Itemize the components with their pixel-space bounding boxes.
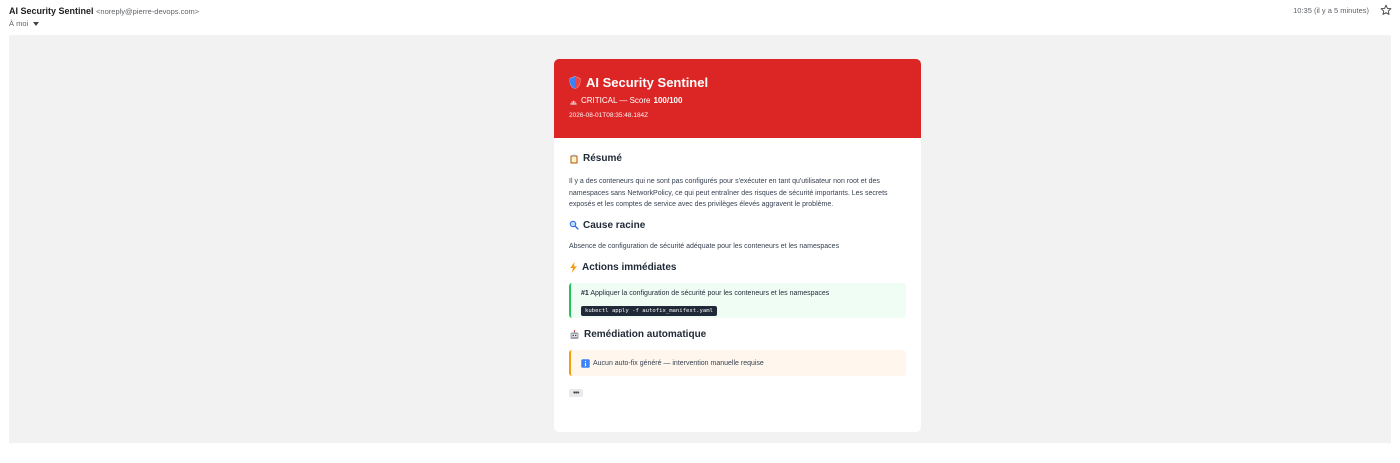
recipient-dropdown[interactable] (9, 18, 39, 29)
email-body (9, 35, 1391, 443)
remediation-notice (569, 350, 906, 376)
email-timestamp: 10:35 (il y a 5 minutes) (1293, 6, 1369, 15)
remediation-heading (569, 328, 906, 341)
info-icon (581, 359, 590, 368)
action-command: kubectl apply -f autofix_manifest.yaml (581, 306, 717, 316)
more-dots-icon: ••• (573, 389, 579, 397)
remediation-title: Remédiation automatique (584, 329, 707, 341)
action-text-row (581, 289, 896, 299)
show-trimmed-content-button[interactable] (569, 389, 583, 397)
root-cause-text: Absence de configuration de sécurité adéquate pour les conteneurs et les namespaces (569, 242, 840, 250)
severity-label: CRITICAL — Score (581, 96, 651, 105)
alert-card (554, 59, 921, 432)
sender-email: <noreply@pierre-devops.com> (96, 7, 200, 16)
action-item (569, 283, 906, 318)
severity-row (569, 96, 906, 106)
alert-content (554, 138, 921, 400)
star-icon[interactable] (1378, 2, 1394, 18)
email-header (0, 0, 1400, 34)
actions-heading (569, 261, 906, 274)
remediation-text: Aucun auto-fix généré — intervention manuelle requise (593, 359, 764, 367)
chevron-down-icon[interactable] (33, 22, 39, 26)
action-text: Appliquer la configuration de sécurité pour les conteneurs et les namespaces (588, 290, 830, 298)
lightning-icon (569, 262, 578, 273)
root-cause-title: Cause racine (583, 219, 646, 231)
summary-title: Résumé (583, 153, 622, 164)
actions-title: Actions immédiates (582, 262, 677, 274)
action-number: #1 (581, 290, 589, 298)
magnifier-icon (569, 220, 579, 230)
alert-title: AI Security Sentinel (586, 75, 709, 90)
sender-name[interactable]: AI Security Sentinel (9, 6, 94, 16)
clipboard-icon (569, 154, 579, 164)
sender (9, 5, 199, 18)
alert-title-row (569, 75, 906, 90)
root-cause-heading (569, 219, 906, 232)
summary-text: Il y a des conteneurs qui ne sont pas configurés pour s'exécuter en tant qu'utilisateur non root et des namespaces sans NetworkPolicy, ce qui peut entraîner des risques de sécurité importants. Les secrets exposés et les comptes de service avec des privilèges élevés aggravent le problème. (569, 178, 888, 209)
alert-date: 2026-08-01T08:35:48.184Z (569, 112, 649, 119)
robot-icon (569, 330, 580, 340)
alert-header (554, 59, 921, 138)
siren-icon (569, 97, 578, 106)
risk-score: 100/100 (653, 96, 683, 105)
recipient-label: À moi (9, 19, 29, 28)
shield-icon (569, 76, 581, 89)
summary-heading (569, 152, 906, 165)
